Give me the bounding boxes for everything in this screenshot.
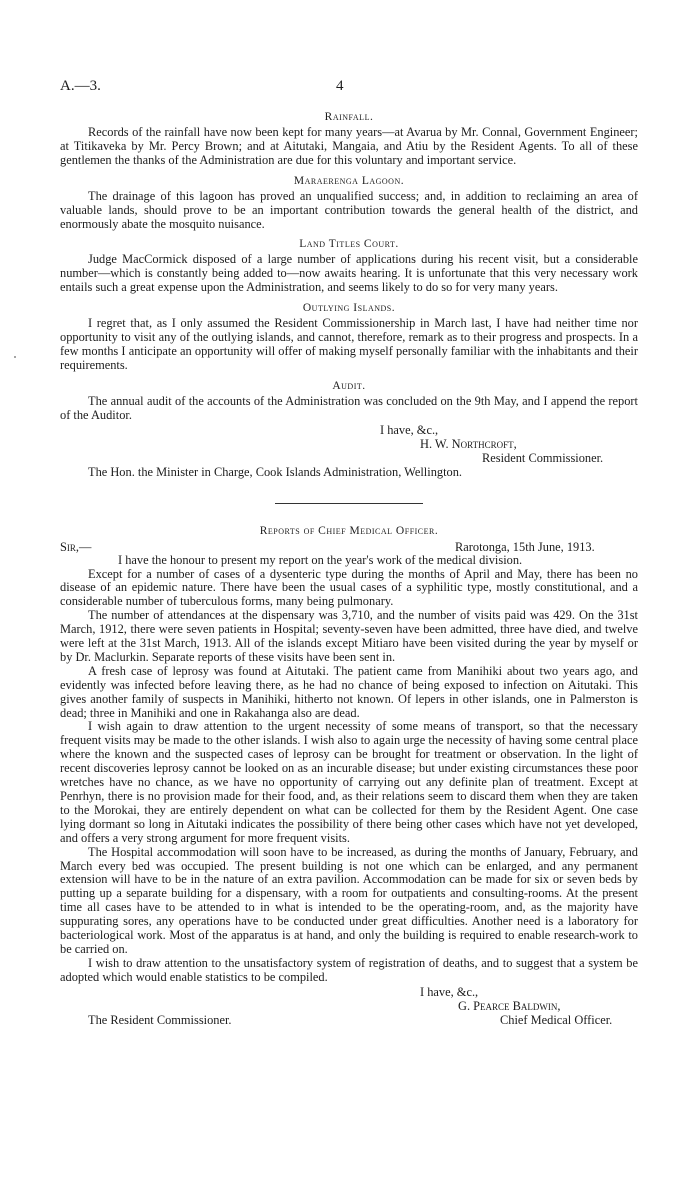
medical-paragraph-5: I wish again to draw attention to the urgent necessity of some means of transport, so that the necessary frequent visits may be made to the other islands. I wish also to again urge the necessity of having some central place where the known and the suspected cases of leprosy can be brought for treatment or observation. In the light of recent discoveries leprosy cannot be looked on as an incurable disease; but under existing circumstances these poor wretches have no chance, as we have no opportunity of carrying out any definite plan of treatment. Except at Penrhyn, there is no provision made for their food, and, as their relations seem to discard them when they are taken to the Morokai, they are entirely dependent on what can be collected for them by the Resident Agent. One case lying dormant so long in Aitutaki indicates the possibility of there being other cases which have not yet developed, and offers a very strong argument for more frequent visits.: [60, 719, 638, 845]
addressee-1: The Hon. the Minister in Charge, Cook Islands Administration, Wellington.: [88, 464, 463, 479]
medical-paragraph-2: Except for a number of cases of a dysenteric type during the months of April and May, there has been no disease of an epidemic nature. There have been the usual cases of a syphilitic type, mostly constitutional, and a considerable number of tuberculous forms, many being pulmonary.: [60, 566, 638, 609]
addressee-2: The Resident Commissioner.: [88, 1012, 232, 1027]
heading-medical: Reports of Chief Medical Officer.: [259, 524, 439, 537]
paragraph-rainfall: Records of the rainfall have now been kept for many years—at Avarua by Mr. Connal, Government Engineer; at Titikaveka by Mr. Percy Brown; and at Aitutaki, Mangaia, and Atiu by the Resident Agents. To all of these gentlemen the thanks of the Administration are due for this voluntary and important service.: [60, 125, 638, 167]
medical-paragraph-3: The number of attendances at the dispensary was 3,710, and the number of visits paid was 429. On the 31st March, 1912, there were seven patients in Hospital; seventy-seven have been admitted, three have died, and twelve were left at the 31st March, 1913. All of the islands except Mitiaro have been visited during the year by myself or by Dr. Maclurkin. Separate reports of these visits have been sent in.: [60, 608, 638, 664]
medical-paragraph-7: I wish to draw attention to the unsatisfactory system of registration of deaths, and to suggest that a system be adopted which would enable statistics to be compiled.: [60, 955, 638, 984]
heading-outlying: Outlying Islands.: [302, 302, 396, 315]
document-reference: A.—3.: [60, 78, 101, 94]
signature-block-2: [60, 985, 638, 999]
heading-audit: Audit.: [332, 379, 366, 392]
heading-land-titles: Land Titles Court.: [299, 238, 399, 251]
signatory-name-1: H. W. Northcroft,: [420, 436, 517, 451]
page-body: [60, 108, 638, 1027]
signatory-name-2: G. Pearce Baldwin,: [458, 998, 561, 1013]
paragraph-audit: The annual audit of the accounts of the Administration was concluded on the 9th May, and I append the report of the Auditor.: [60, 393, 638, 422]
page-number: 4: [336, 78, 344, 94]
paragraph-land-titles: Judge MacCormick disposed of a large number of applications during his recent visit, but a considerable number—which is constantly being added to—now awaits hearing. It is unfortunate that this very necessary work entails such a great expense upon the Administration, and seems likely to do so for very many years.: [60, 252, 638, 295]
signature-block-1: [60, 423, 638, 437]
signatory-title-1: Resident Commissioner.: [482, 450, 604, 465]
medical-paragraph-6: The Hospital accommodation will soon have to be increased, as during the months of January, February, and March every bed was occupied. The present building is not one which can be enlarged, and any permanent extension will have to be in the nature of an extra pavilion. Accommodation can be made for six or seven beds by putting up a separate building for a dispensary, with a room for outpatients and consulting-rooms. At the present time all cases have to be attended to in what is intended to be the operating-room, and, as the majority have suppurating sores, any operations have to be conducted under great difficulties. Another need is a laboratory for bacteriological work. Most of the apparatus is at hand, and only the building is required to enable research-work to be carried on.: [60, 844, 638, 956]
closing-1: I have, &c.,: [380, 422, 439, 437]
paragraph-outlying: I regret that, as I only assumed the Resident Commissionership in March last, I have had neither time nor opportunity to visit any of the outlying islands, and cannot, therefore, remark as to their progress and prospects. In a few months I anticipate an opportunity will offer of making myself personally familiar with the inhabitants and their requirements.: [60, 316, 638, 372]
paragraph-lagoon: The drainage of this lagoon has proved an unqualified success; and, in addition to reclaiming an area of valuable lands, should prove to be an important contribution towards the general health of the district, and enormously abate the mosquito nuisance.: [60, 188, 638, 231]
heading-lagoon: Maraerenga Lagoon.: [293, 174, 405, 187]
section-divider: [275, 503, 423, 504]
closing-2: I have, &c.,: [420, 984, 479, 999]
medical-paragraph-4: A fresh case of leprosy was found at Aitutaki. The patient came from Manihiki about two years ago, and evidently was infected before leaving there, as he had no chance of being exposed to infection on Aitutaki. This gives another family of suspects in Manihiki, hitherto not known. Of lepers in other islands, one in Palmerston is dead; three in Manihiki and one in Rakahanga also are dead.: [60, 663, 638, 720]
medical-paragraph-1: I have the honour to present my report on the year's work of the medical division.: [118, 552, 523, 567]
dateline-row: [60, 540, 638, 554]
margin-speck: [14, 356, 16, 358]
salutation: Sir,—: [60, 539, 92, 554]
signatory-title-2: Chief Medical Officer.: [500, 1012, 613, 1027]
dateline: Rarotonga, 15th June, 1913.: [455, 539, 595, 554]
heading-rainfall: Rainfall.: [324, 111, 374, 123]
